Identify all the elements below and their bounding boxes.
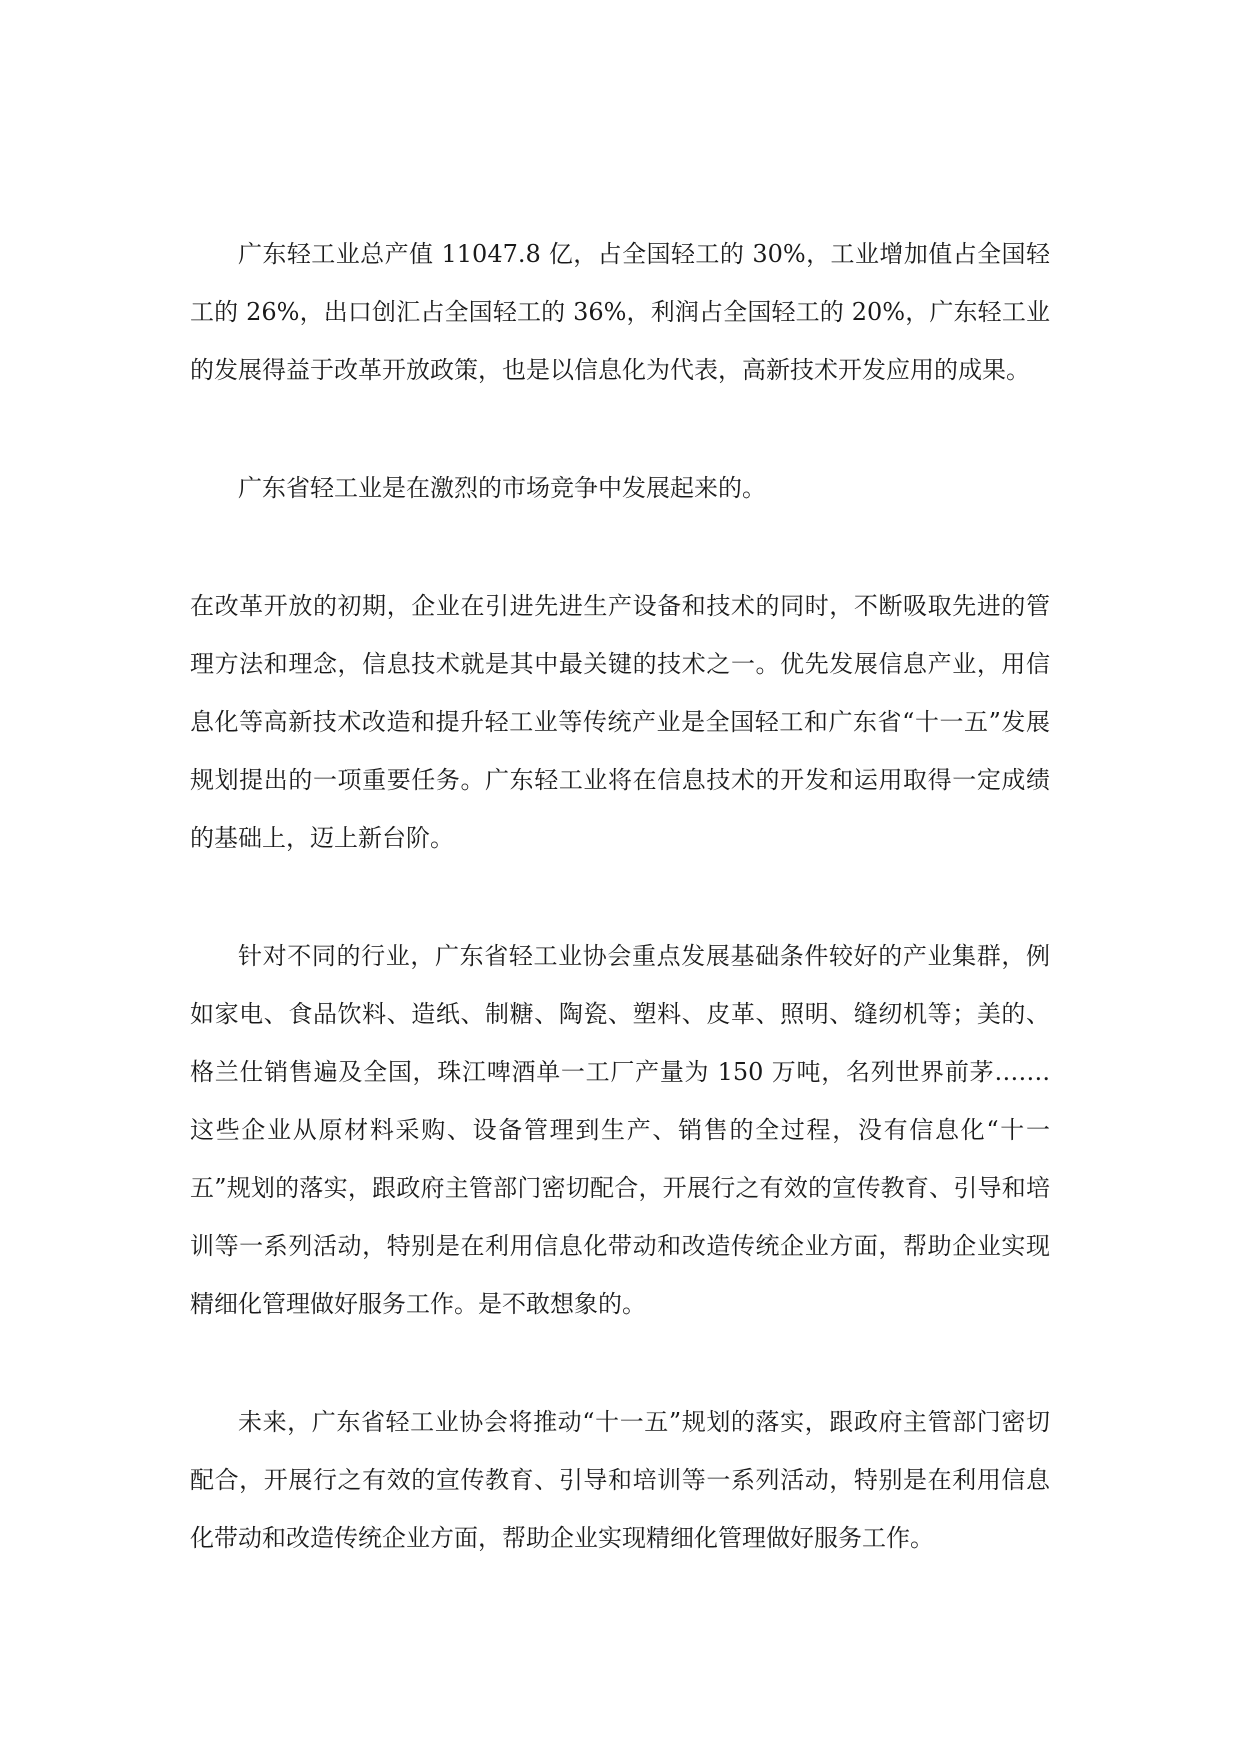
paragraph-2: 广东省轻工业是在激烈的市场竞争中发展起来的。 (238, 474, 766, 502)
document-body (190, 225, 1050, 1627)
paragraph-4: 针对不同的行业，广东省轻工业协会重点发展基础条件较好的产业集群，例如家电、食品饮料、造纸、制糖、陶瓷、塑料、皮革、照明、缝纫机等；美的、格兰仕销售遍及全国，珠江啤酒单一工厂产量为 150 万吨，名列世界前茅…….这些企业从原材料采购、设备管理到生产、销售的全过程，没有信息化“十一五”规划的落实，跟政府主管部门密切配合，开展行之有效的宣传教育、引导和培训等一系列活动，特别是在利用信息化带动和改造传统企业方面，帮助企业实现精细化管理做好服务工作。是不敢想象的。 (190, 942, 1050, 1318)
paragraph-3: 在改革开放的初期，企业在引进先进生产设备和技术的同时，不断吸取先进的管理方法和理念，信息技术就是其中最关键的技术之一。优先发展信息产业，用信息化等高新技术改造和提升轻工业等传统产业是全国轻工和广东省“十一五”发展规划提出的一项重要任务。广东轻工业将在信息技术的开发和运用取得一定成绩的基础上，迈上新台阶。 (190, 592, 1050, 852)
paragraph-5: 未来，广东省轻工业协会将推动“十一五”规划的落实，跟政府主管部门密切配合，开展行之有效的宣传教育、引导和培训等一系列活动，特别是在利用信息化带动和改造传统企业方面，帮助企业实现精细化管理做好服务工作。 (190, 1408, 1050, 1552)
paragraph-1: 广东轻工业总产值 11047.8 亿，占全国轻工的 30%，工业增加值占全国轻工的 26%，出口创汇占全国轻工的 36%，利润占全国轻工的 20%，广东轻工业的发展得益于改革开放政策，也是以信息化为代表，高新技术开发应用的成果。 (190, 240, 1050, 384)
